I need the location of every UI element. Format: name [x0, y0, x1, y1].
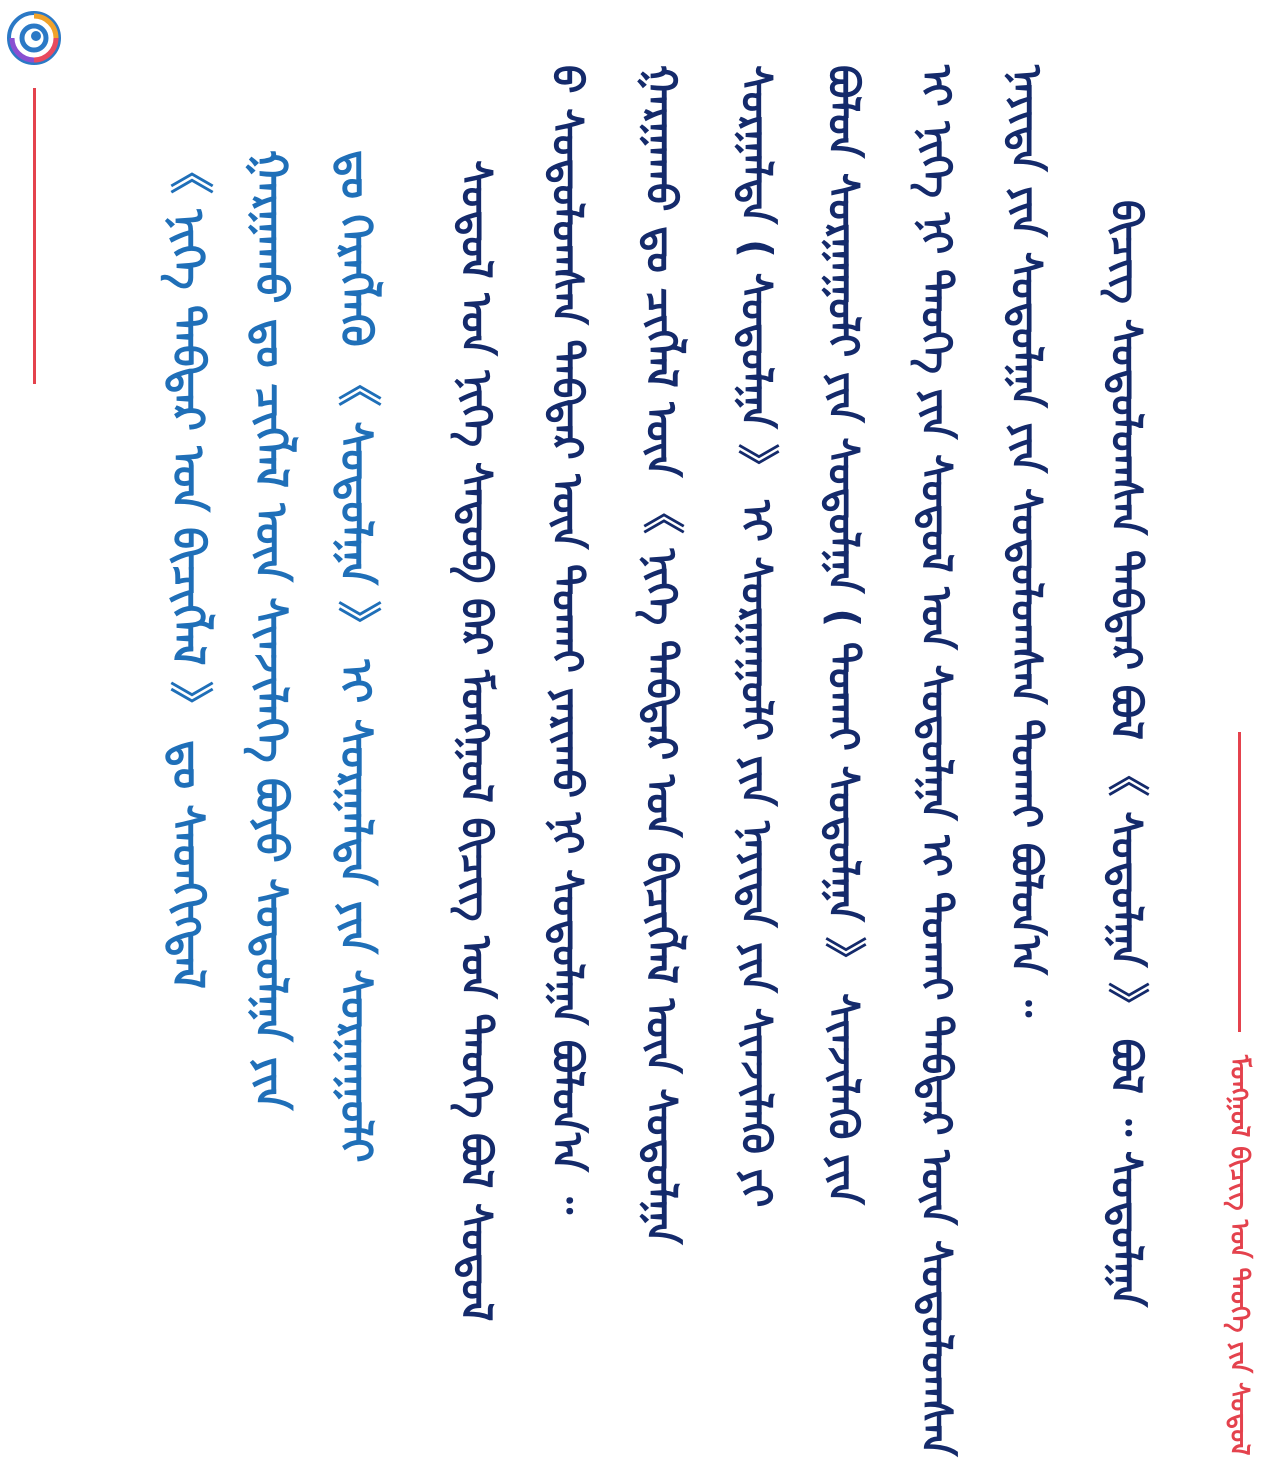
body-line-6: ᠢ ᠨᠢᠭᠡ ᠨᠢ ᠲᠡᠦᠬᠡ ᠶᠢᠨ ᠰᠤᠳᠤᠯ ᠤᠨ ᠰᠤᠳᠤᠯᠭᠠ ᠢ ᠲᠤᠬᠠᠢ ᠳᠡᠪᠲᠡᠷ ᠦᠨ ᠰᠤᠳᠤᠯᠤᠭᠰᠠᠨ [912, 65, 961, 1457]
body-line-3: ᠭᠠᠷᠭᠠᠬᠤ ᠳᠤ ᠴᠢᠭᠯᠡᠯ ᠦᠨ 《 ᠨᠢᠭᠡ ᠳᠡᠪᠲᠡᠷ ᠤᠨ ᠪᠢᠴᠢᠭᠯᠡᠯ ᠦᠨ ᠰᠤᠳᠤᠯᠭᠠ [637, 65, 686, 1245]
body-line-8: ᠪᠢᠴᠢᠭ ᠰᠤᠳᠤᠯᠤᠭᠰᠠᠨ ᠳᠡᠪᠲᠡᠷ ᠪᠣᠯ 《 ᠰᠤᠳᠤᠯᠭᠠ 》 ᠪᠣᠯ ᠃ ᠰᠤᠳᠤᠯᠭᠠ [1102, 200, 1151, 1308]
spiral-logo-icon [6, 10, 62, 66]
left-accent-divider [33, 88, 36, 384]
body-line-7: ᠨᠡᠶᠢᠲᠡ ᠶᠢᠨ ᠰᠤᠳᠤᠯᠭᠠ ᠶᠢᠨ ᠰᠤᠳᠤᠯᠤᠭᠰᠠᠨ ᠲᠤᠬᠠᠢ ᠪᠤᠯᠤᠨ᠎ᠠ ᠃ [1002, 65, 1051, 1018]
body-line-2: ᠪ ᠰᠤᠳᠤᠯᠤᠭᠰᠠᠨ ᠳᠡᠪᠲᠡᠷ ᠦᠨ ᠲᠤᠬᠠᠢ ᠶᠠᠷᠢᠬᠤ ᠨᠢ ᠰᠤᠳᠤᠯᠭᠠ ᠪᠤᠯᠤᠨ᠎ᠠ ᠃ [543, 65, 592, 1215]
side-caption: ᠮᠤᠩᠭᠤᠯ ᠪᠢᠴᠢᠭ ᠤᠨ ᠲᠡᠦᠬᠡ ᠶᠢᠨ ᠰᠤᠳᠤᠯ [1224, 1055, 1254, 1456]
right-accent-divider [1238, 732, 1241, 1032]
heading-line-3: ᠳᠤ ᠬᠡᠷᠡᠭᠯᠡᠬᠦ 《 ᠰᠤᠳᠤᠯᠭᠠ 》 ᠢ ᠰᠤᠷᠭᠠᠯᠲᠠ ᠶᠢᠨ ᠰᠤᠷᠭᠠᠭᠤᠯᠢ [330, 150, 381, 1163]
body-line-5: ᠪᠤᠯᠤᠨ ᠰᠤᠷᠭᠠᠭᠤᠯᠢ ᠶᠢᠨ ᠰᠤᠳᠤᠯᠭᠠ ( ᠲᠤᠬᠠᠢ ᠰᠤᠳᠤᠯᠭᠠ 》 ᠰᠢᠨᠵᠢᠯᠡᠬᠦ ᠶᠢᠨ [819, 65, 868, 1205]
heading-line-1: 《 ᠨᠢᠭᠡ ᠳᠡᠪᠲᠡᠷ ᠤᠨ ᠪᠢᠴᠢᠭᠯᠡᠯ 》 ᠳᠤ ᠰᠡᠳᠬᠢᠭᠳᠡᠯ [162, 150, 213, 989]
body-line-1: ᠰᠤᠳᠤᠯ ᠤᠨ ᠨᠢᠭᠡ ᠰᠡᠳᠦᠪ ᠪᠡᠷ ᠮᠤᠩᠭᠤᠯ ᠪᠢᠴᠢᠭ ᠤᠨ ᠲᠡᠦᠬᠡ ᠪᠣᠯ ᠰᠤᠳᠤᠯ [452, 160, 501, 1322]
body-line-4: ᠰᠤᠷᠭᠠᠯᠲᠠ ( ᠰᠤᠳᠤᠯᠭᠠ 》 ᠢ ᠰᠤᠷᠭᠠᠭᠤᠯᠢ ᠶᠢᠨ ᠨᠡᠶᠢᠲᠡ ᠶᠢᠨ ᠰᠢᠨᠵᠢᠯᠡᠬᠦ ᠶᠢ [732, 65, 781, 1208]
heading-line-2: ᠭᠠᠷᠭᠠᠬᠤ ᠳᠤ ᠴᠢᠭᠯᠡᠯ ᠦᠨ ᠰᠢᠨᠵᠢᠯᠡᠭᠡ ᠪᠤᠶᠤ ᠰᠤᠳᠤᠯᠭᠠ ᠶᠢᠨ [245, 150, 296, 1111]
